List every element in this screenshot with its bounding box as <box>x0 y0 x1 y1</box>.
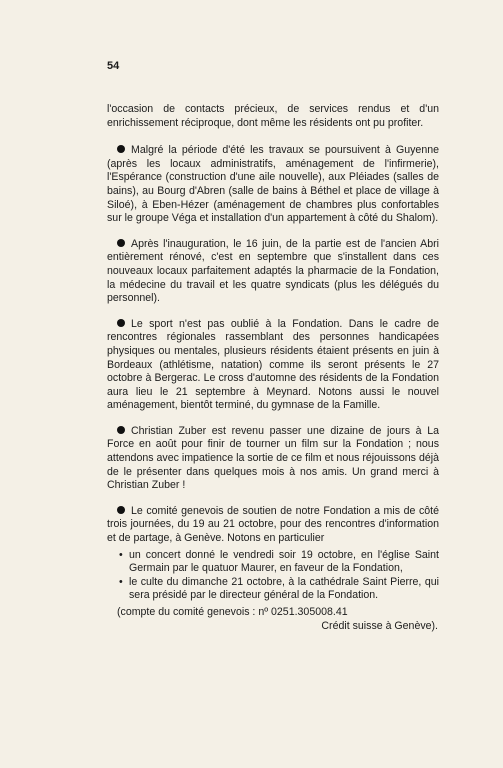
bullet-icon <box>117 145 125 153</box>
bullet-icon <box>117 426 125 434</box>
bullet-icon <box>117 239 125 247</box>
event-list <box>107 549 439 603</box>
paragraph-intro: l'occasion de contacts précieux, de services rendus et d'un enrichissement réciproque, dont même les résidents ont pu profiter. <box>107 103 439 129</box>
list-item: • un concert donné le vendredi soir 19 octobre, en l'église Saint Germain par le quatuor Maurer, en faveur de la Fondation, <box>119 548 439 575</box>
paragraph-abri: Après l'inauguration, le 16 juin, de la partie est de l'ancien Abri entièrement rénové, c'est en septembre que s'installent dans ces nouveaux locaux parfaitement adaptés la pharmacie de la Fondation, la médecine du travail et les quatre syndicats (plus les délégués du personnel). <box>107 237 439 305</box>
small-bullet-icon: • <box>119 575 123 588</box>
small-bullet-icon: • <box>119 548 123 561</box>
list-item: • le culte du dimanche 21 octobre, à la cathédrale Saint Pierre, qui sera présidé par le directeur général de la Fondation. <box>119 575 439 602</box>
page-body <box>107 103 439 633</box>
bullet-icon <box>117 506 125 514</box>
page-number: 54 <box>107 60 120 72</box>
paragraph-film: Christian Zuber est revenu passer une dizaine de jours à La Force en août pour finir de tourner un film sur la Fondation ; nous attendons avec impatience la sortie de ce film et nous réjouissons déjà de le présenter dans quelques mois à nos amis. Un grand merci à Christian Zuber ! <box>107 424 439 492</box>
account-number: (compte du comité genevois : nº 0251.305008.41 <box>117 606 348 618</box>
paragraph-geneve: Le comité genevois de soutien de notre Fondation a mis de côté trois journées, du 19 au 21 octobre, pour des rencontres d'information et de partage, à Genève. Notons en particulier <box>107 504 439 545</box>
account-bank: Crédit suisse à Genève). <box>321 619 438 632</box>
bullet-icon <box>117 319 125 327</box>
paragraph-travaux: Malgré la période d'été les travaux se poursuivent à Guyenne (après les locaux administratifs, aménagement de l'infirmerie), l'Espérance (construction d'une aile nouvelle), aux Pléiades (salles de bains), au Bourg d'Abren (salle de bains à Béthel et place de village à Siloé), à Eben-Hézer (aménagement de chambres plus confortables sur le groupe Véga et installation d'un appartement à côté du Shalom). <box>107 144 439 225</box>
paragraph-sport: Le sport n'est pas oublié à la Fondation. Dans le cadre de rencontres régionales rassemblant des personnes handicapées physiques ou mentales, plusieurs résidents étaient présents en juin à Bordeaux (athlétisme, natation) comme ils seront présents le 27 octobre à Bergerac. Le cross d'automne des résidents de la Fondation aura lieu le 21 septembre à Meynard. Notons aussi le nouvel aménagement, bientôt terminé, du gymnase de la Famille. <box>107 317 439 412</box>
account-info <box>107 606 439 633</box>
